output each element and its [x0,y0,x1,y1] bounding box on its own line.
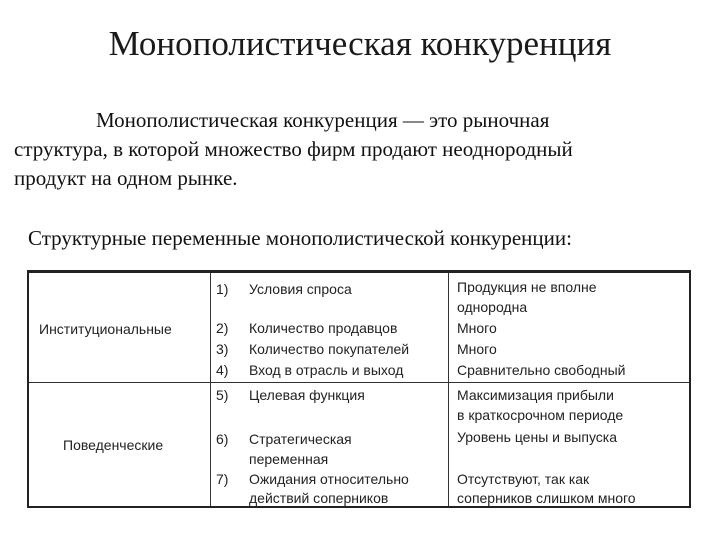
definition-line-3: продукт на одном рынке. [14,166,238,190]
structure-variables-table [27,270,691,508]
row-5-number: 5) [216,387,229,403]
row-1-value-line-2: однородна [457,299,528,315]
definition-paragraph [14,106,704,193]
row-7-variable-line-2: действий соперников [249,490,389,506]
row-3-value: Много [457,341,497,357]
page-title: Монополистическая конкуренция [108,24,612,63]
row-1-number: 1) [216,281,229,297]
row-7-value-line-1: Отсутствуют, так как [457,471,590,487]
row-2-value: Много [457,320,497,336]
row-2-variable: Количество продавцов [249,320,398,336]
row-5-variable: Целевая функция [249,387,365,403]
definition-line-1: Монополистическая конкуренция — это рыночная [96,108,550,132]
row-6-value: Уровень цены и выпуска [457,429,618,445]
row-3-number: 3) [216,341,229,357]
row-4-number: 4) [216,362,229,378]
row-4-value: Сравнительно свободный [457,362,626,378]
row-7-value-line-2: соперников слишком много [457,490,636,506]
row-7-number: 7) [216,471,229,487]
row-5-value-line-2: в краткосрочном периоде [457,407,624,423]
group-divider [29,382,689,383]
row-1-variable: Условия спроса [249,281,352,297]
column-divider-2 [448,273,449,506]
row-6-variable-line-2: переменная [249,451,329,467]
row-3-variable: Количество покупателей [249,341,410,357]
group-institutional: Институциональные [39,321,172,337]
row-1-value-line-1: Продукция не вполне [457,279,597,295]
table-caption: Структурные переменные монополистической конкуренции: [28,226,572,250]
definition-line-2: структура, в которой множество фирм продают неоднородный [14,137,573,161]
group-behavioral: Поведенческие [63,437,164,453]
row-5-value-line-1: Максимизация прибыли [457,387,614,403]
row-7-variable-line-1: Ожидания относительно [249,471,409,487]
column-divider-1 [210,273,211,506]
row-4-variable: Вход в отрасль и выход [249,362,404,378]
row-6-variable-line-1: Стратегическая [249,431,352,447]
row-6-number: 6) [216,431,229,447]
row-2-number: 2) [216,320,229,336]
